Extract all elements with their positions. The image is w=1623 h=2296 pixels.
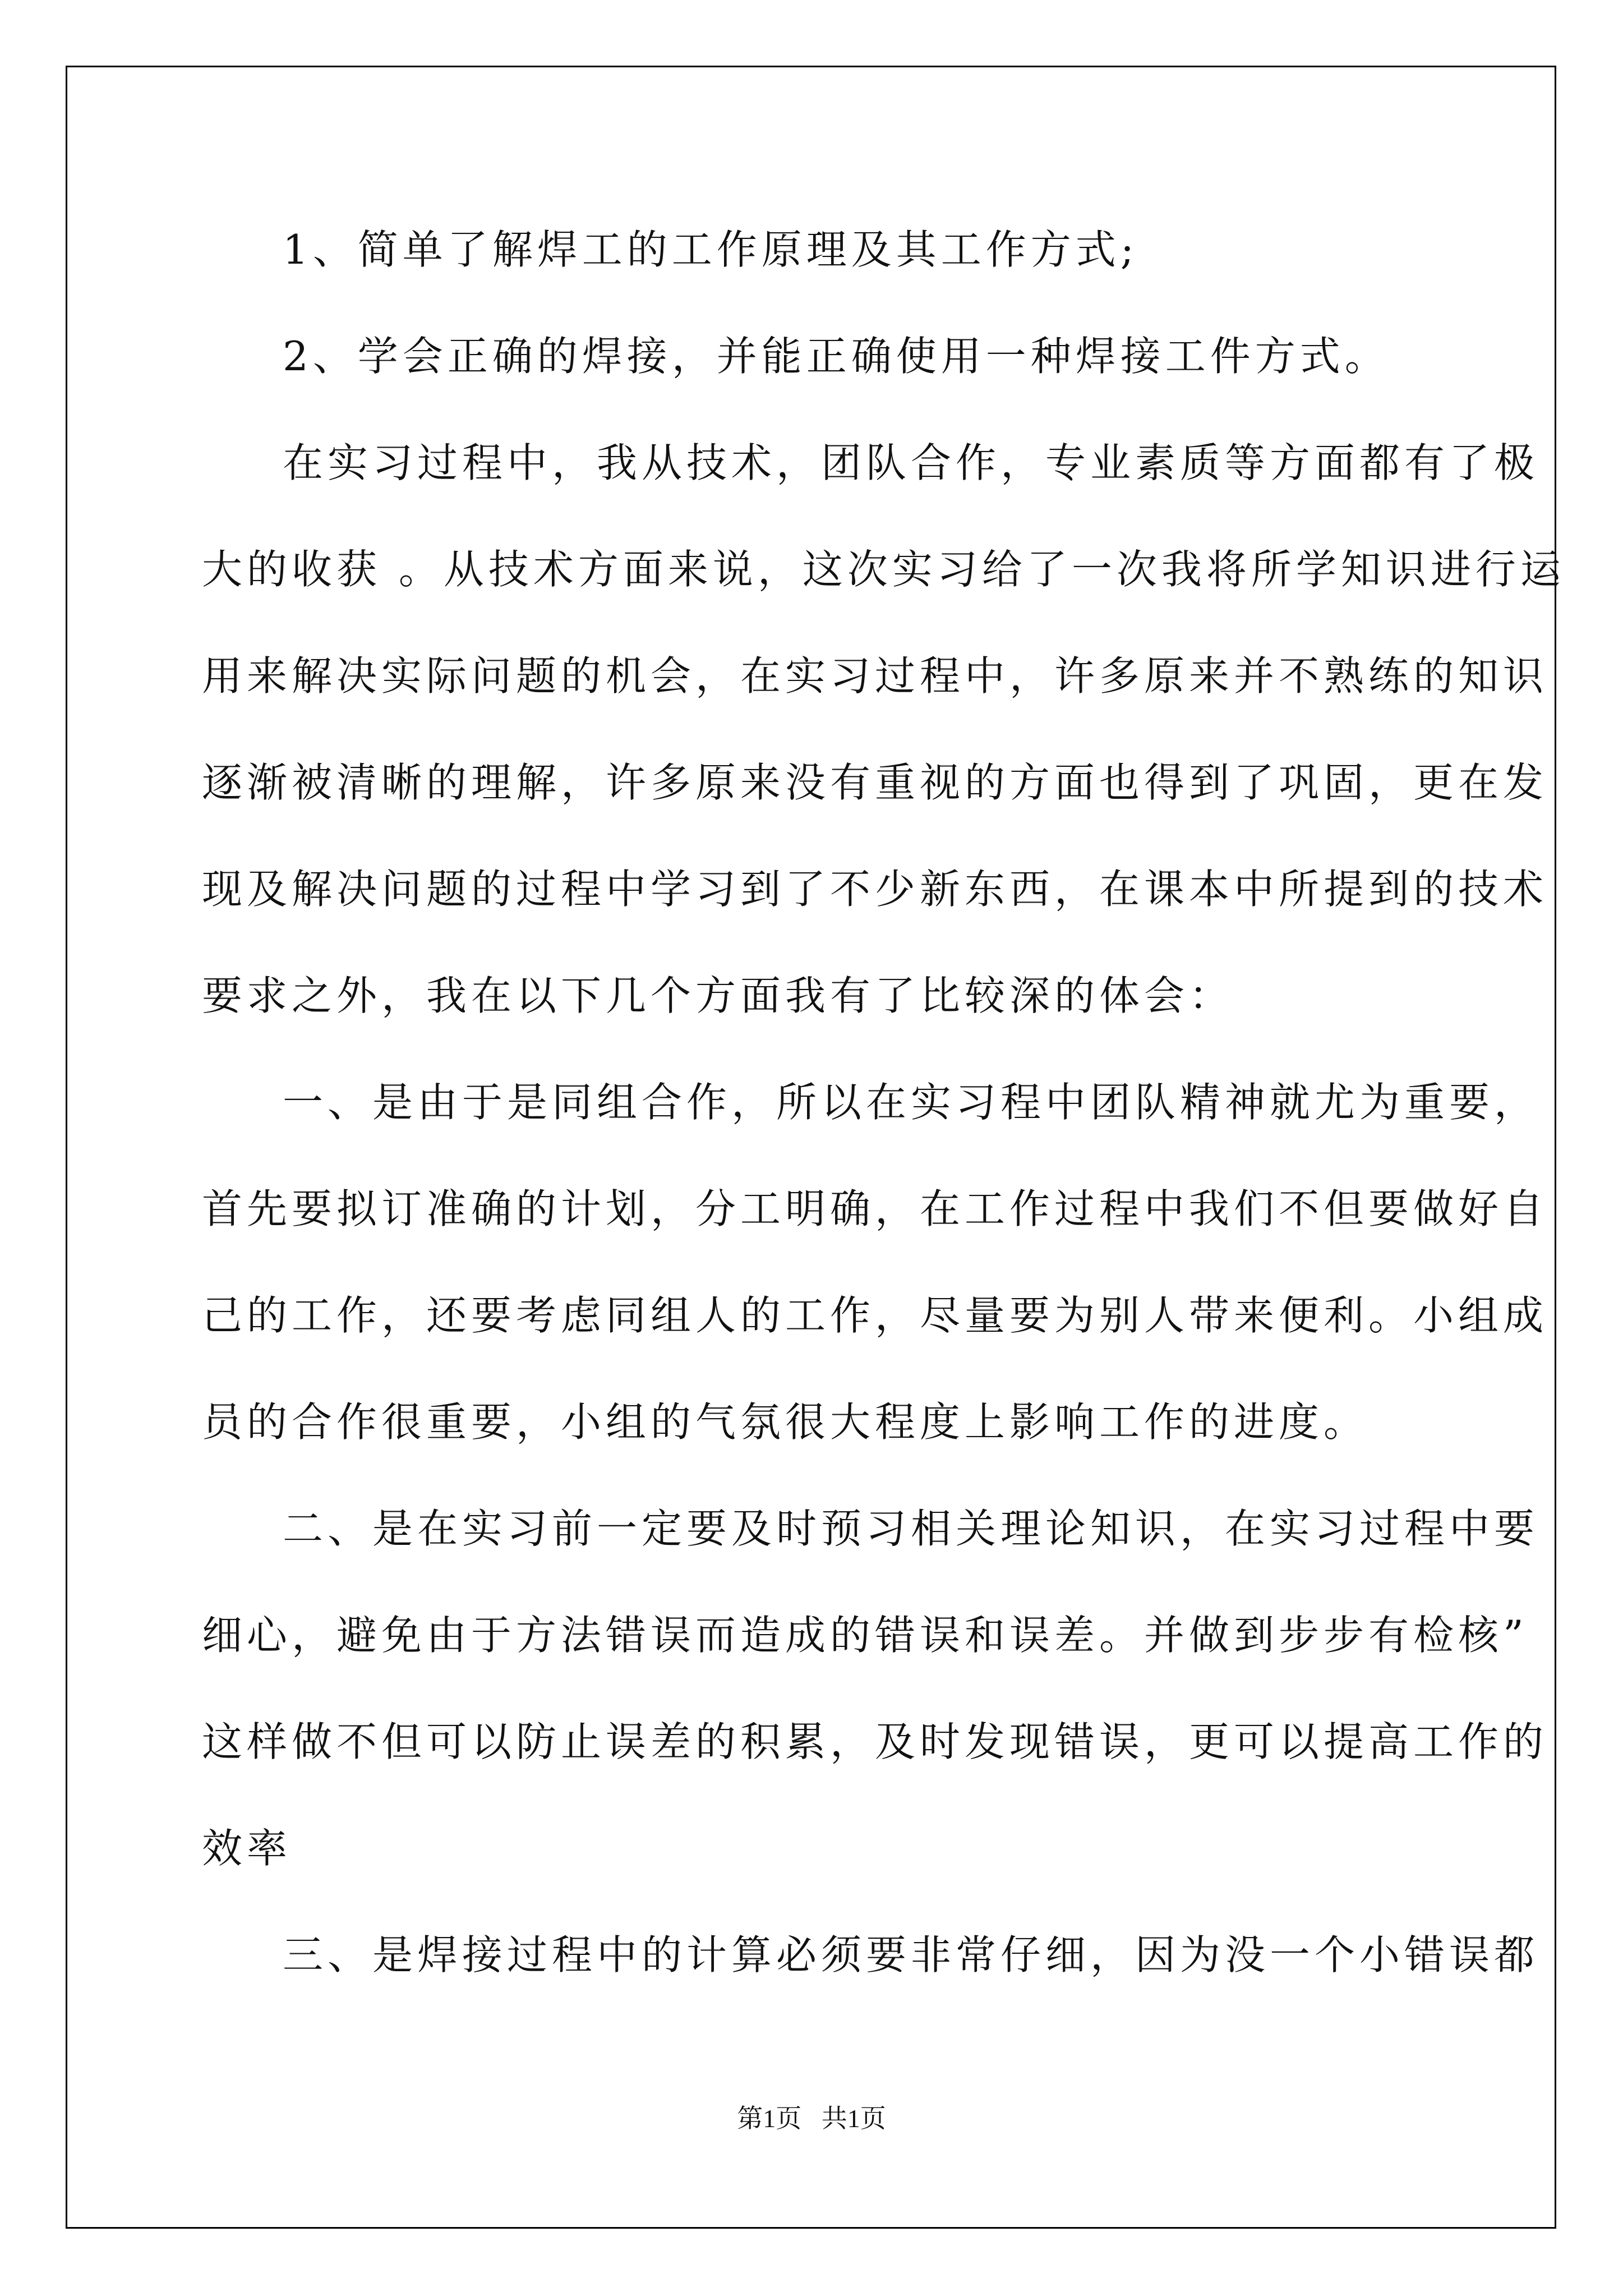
text-line: 三、是焊接过程中的计算必须要非常仔细，因为没一个小错误都 [283, 1931, 1539, 1978]
text-line: 首先要拟订准确的计划，分工明确，在工作过程中我们不但要做好自 [202, 1185, 1548, 1232]
text-line: 一、是由于是同组合作，所以在实习程中团队精神就尤为重要， [283, 1079, 1539, 1126]
page-footer [0, 2098, 1623, 2135]
text-line: 己的工作，还要考虑同组人的工作，尽量要为别人带来便利。小组成 [202, 1292, 1548, 1339]
text-line: 在实习过程中，我从技术，团队合作，专业素质等方面都有了极 [283, 439, 1539, 486]
text-line: 逐渐被清晰的理解，许多原来没有重视的方面也得到了巩固，更在发 [202, 759, 1548, 806]
text-line: 现及解决问题的过程中学习到了不少新东西，在课本中所提到的技术 [202, 866, 1548, 913]
text-line: 大的收获 。从技术方面来说，这次实习给了一次我将所学知识进行运 [202, 546, 1565, 593]
text-line: 细心，避免由于方法错误而造成的错误和误差。并做到步步有检核” [202, 1612, 1528, 1659]
text-line: 这样做不但可以防止误差的积累，及时发现错误，更可以提高工作的 [202, 1718, 1548, 1765]
page-total: 共1页 [821, 2104, 886, 2133]
text-line: 2、学会正确的焊接，并能正确使用一种焊接工件方式。 [283, 333, 1390, 380]
text-line: 要求之外，我在以下几个方面我有了比较深的体会： [202, 972, 1234, 1019]
text-line: 二、是在实习前一定要及时预习相关理论知识，在实习过程中要 [283, 1505, 1539, 1552]
text-line: 用来解决实际问题的机会，在实习过程中，许多原来并不熟练的知识 [202, 652, 1548, 700]
text-line: 效率 [202, 1825, 292, 1872]
text-line: 员的合作很重要，小组的气氛很大程度上影响工作的进度。 [202, 1398, 1369, 1446]
text-line: 1、简单了解焊工的工作原理及其工作方式; [283, 226, 1139, 273]
page-number: 第1页 [737, 2104, 802, 2133]
